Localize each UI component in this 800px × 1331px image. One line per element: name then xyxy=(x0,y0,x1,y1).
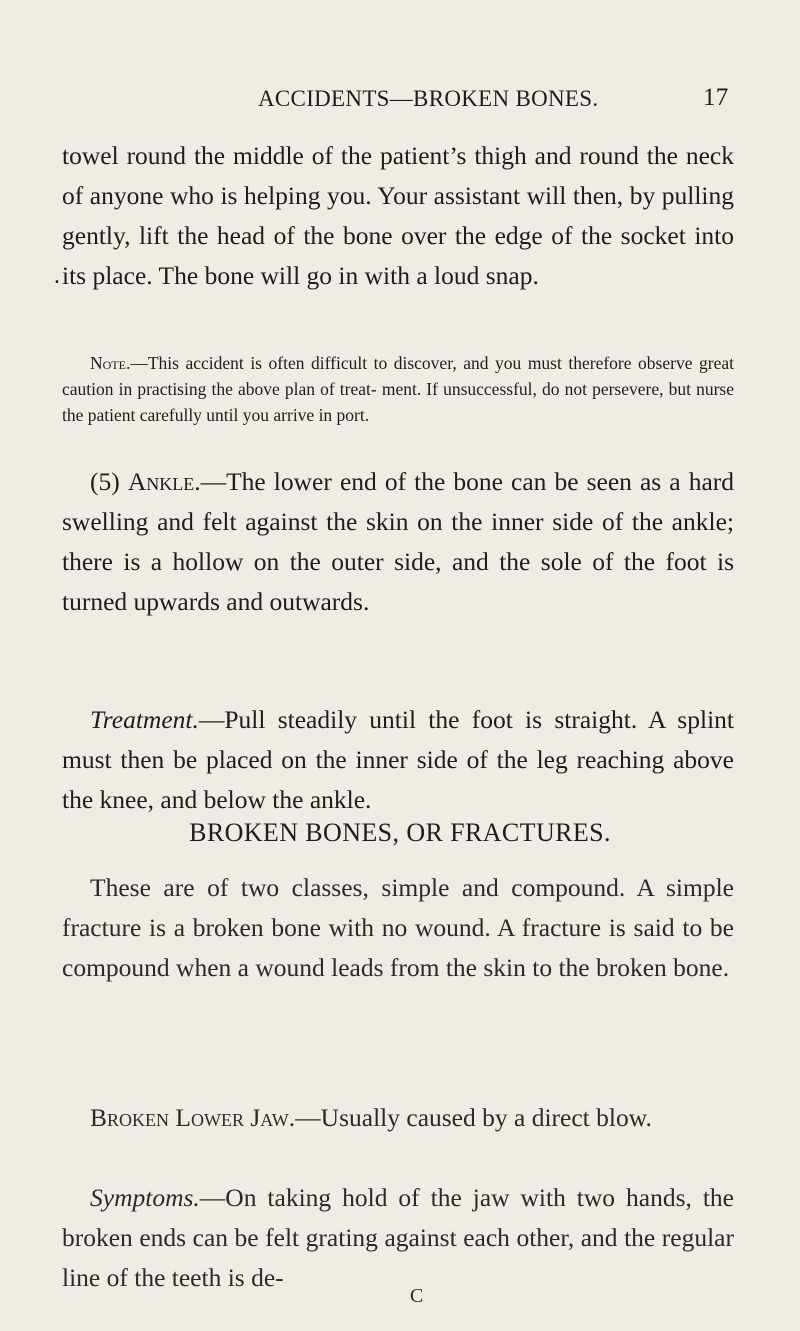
running-title: ACCIDENTS—BROKEN BONES. xyxy=(258,86,599,111)
symptoms-label: Symptoms. xyxy=(90,1183,200,1212)
note-text: —This accident is often difficult to discover, and you must therefore observe great caution in practising the above plan of treat- ment. If unsuccessful, do not persevere, but nurse the patient carefully until you arrive in port. xyxy=(62,353,734,425)
section-heading: BROKEN BONES, OR FRACTURES. xyxy=(189,818,611,847)
ankle-label: Ankle. xyxy=(127,467,201,496)
treatment-text: —Pull steadily until the foot is straight. A splint must then be placed on the inner side of the leg reaching above the knee, and below the ankle. xyxy=(62,705,734,814)
note-label: Note. xyxy=(90,353,131,373)
symptoms-text: —On taking hold of the jaw with two hands, the broken ends can be felt grating against each other, and the regular line of the teeth is de- xyxy=(62,1183,734,1292)
paragraph-fracture-classes: These are of two classes, simple and compound. A simple fracture is a broken bone with no wound. A fracture is said to be compound when a wound leads from the skin to the broken bone. xyxy=(62,873,734,982)
paragraph-symptoms xyxy=(62,1178,734,1298)
paragraph-treatment xyxy=(62,700,734,820)
paragraph-hip-reduction xyxy=(54,136,734,296)
stray-mark: . xyxy=(54,263,60,289)
paragraph-text: towel round the middle of the patient’s thigh and round the neck of anyone who is helping you. Your assistant will then, by pulling gently, lift the head of the bone over the edge of the socket into its place. The bone will go in with a loud snap. xyxy=(62,141,734,290)
paragraph-ankle xyxy=(62,462,734,622)
page-number: 17 xyxy=(703,84,729,111)
broken-jaw-text: —Usually caused by a direct blow. xyxy=(295,1103,652,1132)
signature-mark: C xyxy=(410,1285,424,1307)
broken-jaw-label: Broken Lower Jaw. xyxy=(90,1103,296,1132)
treatment-label: Treatment. xyxy=(90,705,199,734)
note-paragraph xyxy=(62,350,734,428)
ankle-number: (5) xyxy=(90,467,128,496)
ankle-text: —The lower end of the bone can be seen as a hard swelling and felt against the skin on the inner side of the ankle; there is a hollow on the outer side, and the sole of the foot is turned upwards and outwards. xyxy=(62,467,735,616)
paragraph-broken-jaw xyxy=(62,1098,734,1138)
